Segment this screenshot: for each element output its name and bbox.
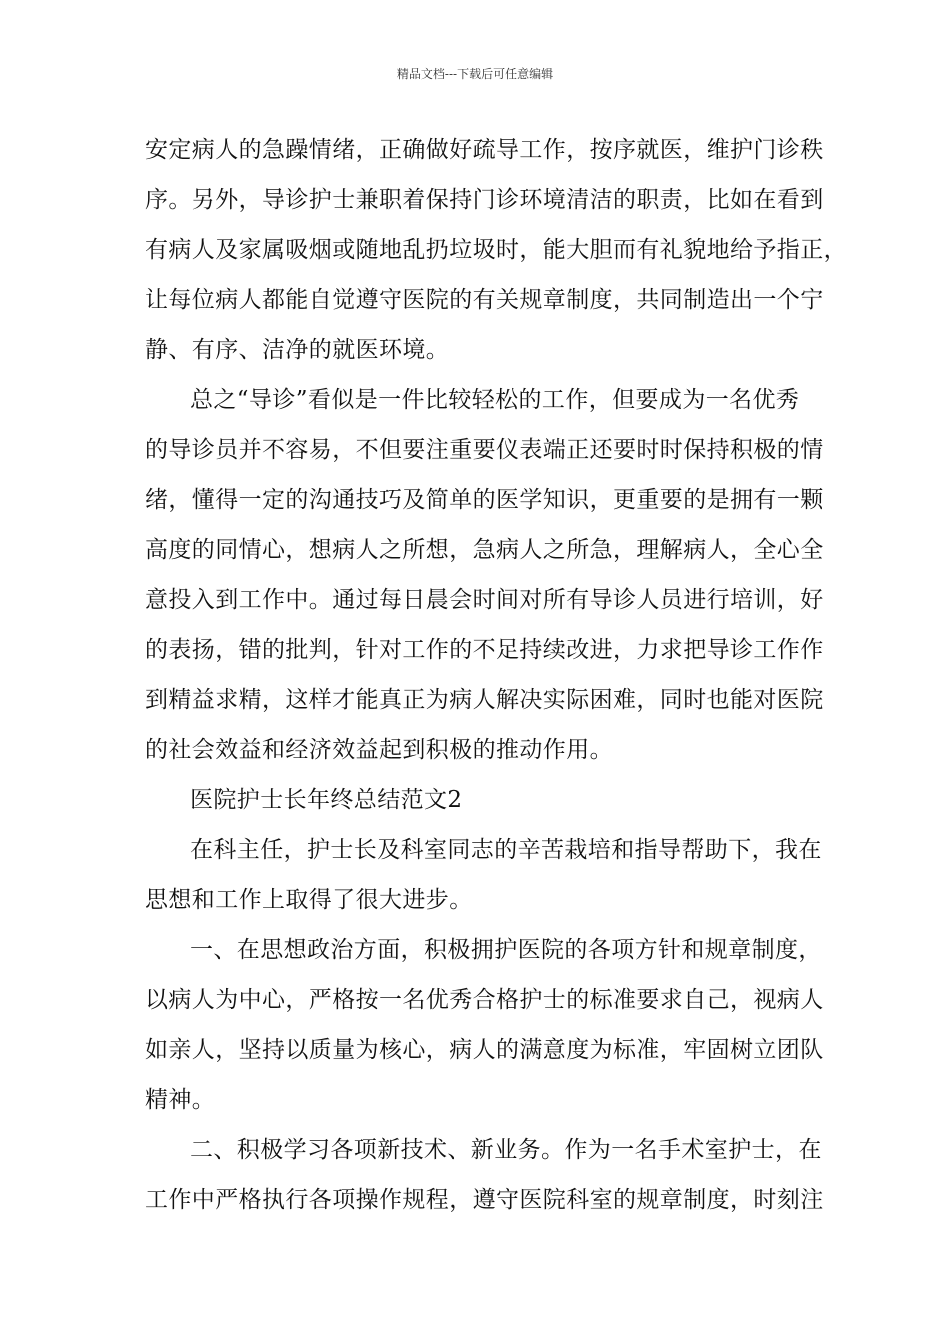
paragraph-line: 以病人为中心，严格按一名优秀合格护士的标准要求自己，视病人	[145, 987, 824, 1013]
paragraph-line: 一、在思想政治方面，积极拥护医院的各项方针和规章制度，	[190, 937, 822, 963]
paragraph-line: 绪，懂得一定的沟通技巧及简单的医学知识，更重要的是拥有一颗	[145, 487, 824, 513]
paragraph-line: 在科主任，护士长及科室同志的辛苦栽培和指导帮助下，我在	[190, 837, 822, 863]
paragraph-line: 工作中严格执行各项操作规程，遵守医院科室的规章制度，时刻注	[145, 1187, 824, 1213]
paragraph-line: 高度的同情心，想病人之所想，急病人之所急，理解病人，全心全	[145, 537, 824, 563]
paragraph-line: 二、积极学习各项新技术、新业务。作为一名手术室护士，在	[190, 1137, 822, 1163]
paragraph-line: 总之“导诊”看似是一件比较轻松的工作，但要成为一名优秀	[190, 387, 800, 413]
paragraph-line: 序。另外，导诊护士兼职着保持门诊环境清洁的职责，比如在看到	[145, 187, 824, 213]
paragraph-line: 意投入到工作中。通过每日晨会时间对所有导诊人员进行培训，好	[145, 587, 824, 613]
paragraph-line: 安定病人的急躁情绪，正确做好疏导工作，按序就医，维护门诊秩	[145, 137, 824, 163]
paragraph-line: 的社会效益和经济效益起到积极的推动作用。	[145, 737, 613, 763]
paragraph-line: 思想和工作上取得了很大进步。	[145, 887, 473, 913]
section-title: 医院护士长年终总结范文2	[190, 787, 463, 813]
paragraph-line: 的表扬，错的批判，针对工作的不足持续改进，力求把导诊工作作	[145, 637, 824, 663]
page-header: 精品文档---下载后可任意编辑	[396, 67, 554, 81]
paragraph-line: 让每位病人都能自觉遵守医院的有关规章制度，共同制造出一个宁	[145, 287, 824, 313]
paragraph-line: 到精益求精，这样才能真正为病人解决实际困难，同时也能对医院	[145, 687, 824, 713]
paragraph-line: 精神。	[145, 1087, 216, 1113]
paragraph-line: 如亲人，坚持以质量为核心，病人的满意度为标准，牢固树立团队	[145, 1037, 824, 1063]
paragraph-line: 静、有序、洁净的就医环境。	[145, 337, 450, 363]
paragraph-line: 有病人及家属吸烟或随地乱扔垃圾时，能大胆而有礼貌地给予指正，	[145, 237, 847, 263]
paragraph-line: 的导诊员并不容易，不但要注重要仪表端正还要时时保持积极的情	[145, 437, 824, 463]
